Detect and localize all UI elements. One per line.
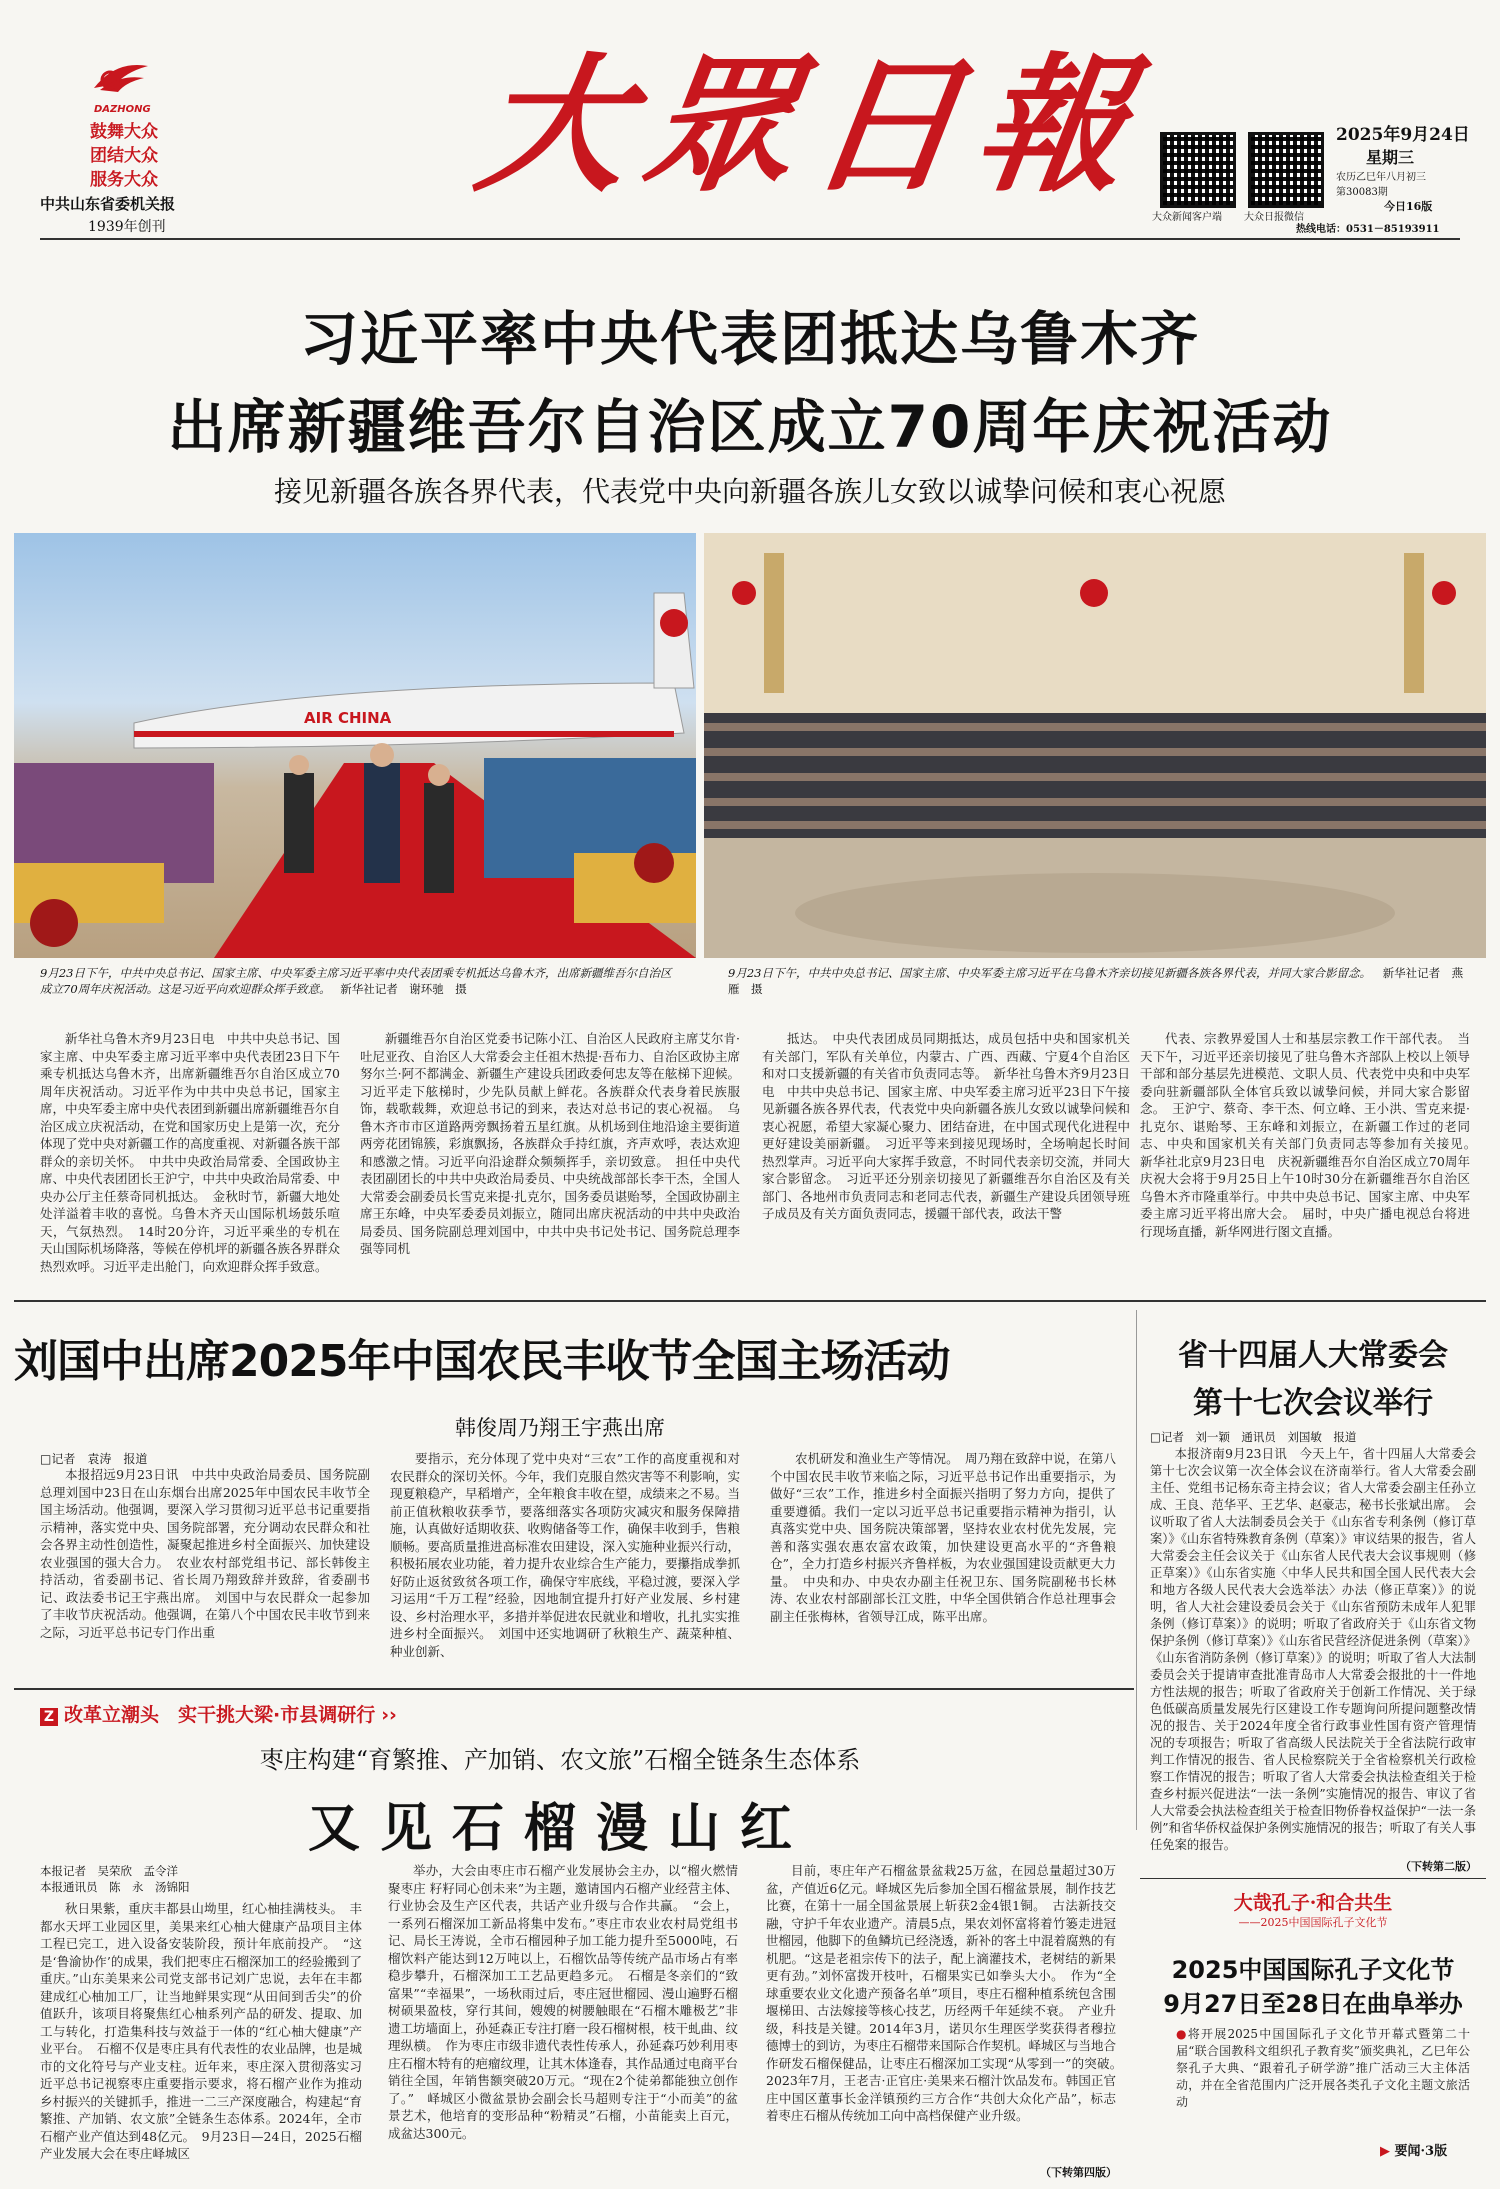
second-text: 本报招远9月23日讯 中共中央政治局委员、国务院副总理刘国中23日在山东烟台出席2025年中国农民丰收节全国主场活动。他强调，要深入学习贯彻习近平总书记重要指示精神，落实党中央、国务院部署，充分调动农民群众和社会各界主动性创造性，凝聚起推进乡村全面振兴、加快建设农业强国的强大合力。 农业农村部党组书记、部长韩俊主持活动，省委副书记、省长周乃翔致辞并致辞，省委副书记、政法委书记王宇燕出席。 刘国中与农民群众一起参加了丰收节庆祝活动。他强调，在第八个中国农民丰收节到来之际，习近平总书记专门作出重	[40, 1467, 370, 1640]
slogan: 鼓舞大众	[90, 122, 158, 142]
plane-logo-text: AIR CHINA	[304, 709, 392, 727]
second-headline: 刘国中出席2025年中国农民丰收节全国主场活动	[14, 1336, 950, 1387]
qr-code-icon	[1248, 132, 1324, 208]
issue-number: 第30083期	[1336, 187, 1388, 198]
issue-pages: 今日16版	[1384, 200, 1433, 213]
promo-text: 将开展2025中国国际孔子文化节开幕式暨第二十届“联合国教科文组织孔子教育奖”颁奖典礼，乙巳年公祭孔子大典、“跟着孔子研学游”推广活动三大主体活动，并在全省范围内广泛开展各类孔子文化主题文旅活动	[1176, 2027, 1470, 2109]
chevron-right-icon: ››	[381, 1704, 397, 1726]
issue-info	[1336, 120, 1476, 214]
lead-column-2	[360, 1030, 740, 1292]
photo-airport-arrival	[14, 533, 696, 958]
qr2-label: 大众日报微信	[1244, 212, 1304, 223]
caption-text: 9月23日下午，中共中央总书记、国家主席、中央军委主席习近平在乌鲁木齐亲切接见新疆各族各界代表，并同大家合影留念。	[728, 966, 1371, 980]
bullet-icon: ●	[1176, 2027, 1188, 2041]
qr1-label: 大众新闻客户端	[1152, 212, 1222, 223]
newspaper-title: 大眾日報	[467, 38, 1157, 212]
qr-code-icon	[1160, 132, 1236, 208]
second-byline: □记者 袁涛 报道	[40, 1452, 148, 1466]
issue-date: 2025年9月24日	[1336, 125, 1470, 145]
promo-headline-1: 2025中国国际孔子文化节	[1171, 1956, 1455, 1984]
lead-headline-2: 出席新疆维吾尔自治区成立70周年庆祝活动	[167, 393, 1333, 461]
column-tag-icon: Z	[40, 1708, 58, 1726]
lead-column-1	[40, 1030, 340, 1292]
lead-column-3	[762, 1030, 1130, 1292]
photo-credit: 新华社记者 谢环驰 摄	[340, 982, 467, 996]
npc-headline-1: 省十四届人大常委会	[1178, 1338, 1448, 1373]
arrow-right-icon: ▶	[1380, 2144, 1390, 2159]
feature-column-1	[40, 1900, 362, 2176]
promo-tag: 大哉孔子·和合共生	[1233, 1892, 1393, 1914]
feature-kicker: 枣庄构建“育繁推、产加销、农文旅”石榴全链条生态体系	[259, 1746, 861, 1774]
lead-text: 新华社乌鲁木齐9月23日电 中共中央总书记、国家主席、中央军委主席习近平率中央代表团23日下午乘专机抵达乌鲁木齐，出席新疆维吾尔自治区成立70周年庆祝活动。习近平作为中共中央总书记，国家主席，中央军委主席中央代表团到新疆出席新疆维吾尔自治区成立庆祝活动，在党和国家历史上是第一次，充分体现了党中央对新疆工作的高度重视、对新疆各族干部群众的亲切关怀。 中共中央政治局常委、全国政协主席、中央代表团团长王沪宁，中共中央政治局常委、中央办公厅主任蔡奇同机抵达。 金秋时节，新疆大地处处洋溢着丰收的喜悦。乌鲁木齐天山国际机场鼓乐喧天，气氛热烈。 14时20分许，习近平乘坐的专机在天山国际机场降落，等候在停机坪的新疆各族各界群众热烈欢呼。习近平走出舱门，向欢迎群众挥手致意。	[40, 1031, 341, 1274]
second-subhead: 韩俊周乃翔王宇燕出席	[455, 1416, 665, 1440]
lead-column-4	[1140, 1030, 1483, 1292]
second-column-3	[770, 1450, 1116, 1684]
feature-byline-2: 本报通讯员 陈 永 汤锦阳	[40, 1880, 190, 1894]
second-column-1	[40, 1466, 370, 1684]
column-tag	[40, 1700, 397, 1727]
photo-credit: 新华社记者 燕雁 摄	[728, 966, 1464, 996]
second-column-2	[390, 1450, 740, 1684]
lead-headline-1: 习近平率中央代表团抵达乌鲁木齐	[299, 305, 1200, 373]
npc-text: 本报济南9月23日讯 今天上午，省十四届人大常委会第十七次会议第一次全体会议在济南举行。省人大常委会副主任、党组书记杨东奇主持会议；省人大常委会副主任孙立成、王良、范华平、王艺华、赵豪志，秘书长张斌出席。 会议听取了省人大法制委员会关于《山东省专利条例（修订草案）》《山东省特殊教育条例（草案）》审议结果的报告，省人大常委会主任会议关于《山东省人民代表大会议事规则（修正草案）》《山东省实施〈中华人民共和国全国人民代表大会和地方各级人民代表大会选举法〉办法（修正草案）》的说明，省人大社会建设委员会关于《山东省预防未成年人犯罪条例（修订草案）》的说明；听取了省政府关于《山东省文物保护条例（修订草案）》《山东省民营经济促进条例（草案）》《山东省消防条例（修订草案）》的说明；听取了省人大法制委员会关于提请审查批准青岛市人大常委会报批的十一件地方性法规的报告；听取了省政府关于创新工作情况、关于绿色低碳高质量发展先行区建设工作专题询问所提问题整改情况的报告、关于2024年度全省行政事业性国有资产管理情况的专项报告；听取了省高级人民法院关于全省法院行政审判工作情况的报告、省人民检察院关于全省检察机关行政检察工作情况的报告；听取了省人大常委会执法检查组关于检查乡村振兴促进法“一法一条例”实施情况的报告、审议了省人大常委会执法检查组关于检查旧物侨眷权益保护“一法一条例”和省华侨权益保护条例实施情况的报告；听取了有关人事任免案的报告。	[1150, 1447, 1477, 1852]
feature-continued: （下转第四版）	[1040, 2166, 1117, 2179]
feature-column-3	[766, 1862, 1129, 2166]
npc-body	[1150, 1446, 1476, 1858]
second-text: 要指示，充分体现了党中央对“三农”工作的高度重视和对农民群众的深切关怀。今年，我们克服自然灾害等不利影响，实现夏粮稳产，早稻增产，全年粮食丰收在望，成绩来之不易。当前正值秋粮收获季节，要落细落实各项防灾减灾和服务保障措施，认真做好适期收获、收购储备等工作，确保丰收到手，售粮顺畅。要高质量推进高标准农田建设，深入实施种业振兴行动，积极拓展农业功能，着力提升农业综合生产能力，要攥指成拳抓好防止返贫致贫各项工作，确保守牢底线，平稳过渡，要深入学习运用“千万工程”经验，因地制宜提升打好产业发展、乡村建设、乡村治理水平，多措并举促进农民就业和增收，扎扎实实推进乡村全面振兴。 刘国中还实地调研了秋粮生产、蔬菜种植、种业创新、	[390, 1451, 741, 1659]
photo-caption-1	[40, 965, 680, 997]
feature-text: 秋日果紫，重庆丰都县山坳里，红心柚挂满枝头。 丰都水天坪工业园区里，美果来红心柚大健康产品项目主体工程已完工，进入设备安装阶段，预计年底前投产。 “这是‘鲁渝协作’的成果，我们把枣庄石榴深加工的经验搬到了重庆。”山东美果来公司党支部书记刘广忠说，去年在丰都建成红心柚加工厂，让当地鲜果实现“从田间到舌尖”的价值跃升，该项目将聚焦红心柚系列产品的研发、提取、加工与转化，打造集科技与效益于一体的“红心柚大健康”产业平台。 石榴不仅是枣庄具有代表性的农业品牌，也是城市的文化符号与产业支柱。近年来，枣庄深入贯彻落实习近平总书记视察枣庄重要指示要求，将石榴产业作为推动乡村振兴的关键抓手，推进一二三产深度融合，构建起“育繁推、产加销、农文旅”全链条生态体系。2024年，全市石榴产业产值达到48亿元。 9月23日—24日，2025石榴产业发展大会在枣庄峄城区	[40, 1901, 362, 2161]
photo-caption-2	[728, 965, 1468, 997]
issue-weekday: 星期三	[1366, 148, 1415, 167]
masthead-organ: 中共山东省委机关报	[40, 195, 176, 213]
feature-headline: 又见石榴漫山红	[307, 1799, 812, 1859]
feature-text: 举办，大会由枣庄市石榴产业发展协会主办，以“榴火燃情聚枣庄 籽籽同心创未来”为主题，邀请国内石榴产业经营主体、行业协会及生产区代表，共话产业升级与合作共赢。 “会上，一系列石榴深加工新品将集中发布。”枣庄市农业农村局党组书记、局长王涛说，全市石榴园种子加工能力提升至5000吨，石榴饮料产能达到12万吨以上，石榴饮品等传统产品市场占有率稳步攀升，石榴深加工工艺品更趋多元。 石榴是冬亲们的“致富果”“幸福果”，一场秋雨过后，枣庄冠世榴园、漫山遍野石榴树硕果盈枝，穿行其间，嫂嫂的树腰触眼在“石榴木雕极艺”非遗工坊墙面上，孙延森正专注打磨一段石榴树根，枝干虬曲、纹理纵横。 作为枣庄市级非遗代表性传承人，孙延森巧妙利用枣庄石榴木特有的疤瘤纹理，让其木体逢春，其作品通过电商平台销往全国，年销售额突破20万元。“现在2个徒弟都能独立创作了。” 峄城区小微盆景协会副会长马超则专注于“小而美”的盆景艺术，他培育的变形品种“粉精灵”石榴，小苗能卖上百元，成盆达300元。	[388, 1863, 739, 2141]
dazhong-logo-icon	[86, 58, 156, 106]
issue-lunar: 农历乙巳年八月初三	[1336, 172, 1426, 183]
npc-byline: □记者 刘一颖 通讯员 刘国敏 报道	[1150, 1430, 1357, 1444]
promo-tag-sub: ——2025中国国际孔子文化节	[1238, 1916, 1388, 1929]
slogan: 服务大众	[90, 170, 158, 190]
caption-text: 9月23日下午，中共中央总书记、国家主席、中央军委主席习近平率中央代表团乘专机抵达乌鲁木齐，出席新疆维吾尔自治区成立70周年庆祝活动。这是习近平向欢迎群众挥手致意。	[40, 966, 672, 996]
logo-text: DAZHONG	[94, 104, 151, 115]
hotline: 热线电话：0531－85193911	[1296, 224, 1440, 235]
feature-byline-1: 本报记者 吴荣欣 孟令洋	[40, 1864, 178, 1878]
slogan: 团结大众	[90, 146, 158, 166]
lead-subhead: 接见新疆各族各界代表，代表党中央向新疆各族儿女致以诚挚问候和衷心祝愿	[273, 475, 1226, 508]
promo-page-ref[interactable]	[1380, 2140, 1447, 2159]
lead-text: 新疆维吾尔自治区党委书记陈小江、自治区人民政府主席艾尔肯·吐尼亚孜、自治区人大常委会主任祖木热提·吾布力、自治区政协主席努尔兰·阿不都满金、新疆生产建设兵团政委何忠友等在舷梯下迎候。习近平走下舷梯时，少先队员献上鲜花。各族群众代表身着民族服饰，载歌载舞，欢迎总书记的到来，表达对总书记的衷心祝福。 乌鲁木齐市市区道路两旁飘扬着五星红旗。从机场到住地沿途主要街道两旁花团锦簇，彩旗飘扬，各族群众手持红旗，齐声欢呼，表达欢迎和感激之情。习近平向沿途群众频频挥手，亲切致意。 担任中央代表团副团长的中共中央政治局委员、中央统战部部长李干杰，全国人大常委会副委员长雪克来提·扎克尔，国务委员谌贻琴，全国政协副主席王东峰，中央军委委员刘振立，随同出席庆祝活动的中共中央政治局委员、国务院副总理刘国中，中共中央书记处书记、国务院总理李强等同机	[360, 1031, 740, 1256]
masthead-founded: 1939年创刊	[88, 219, 166, 235]
second-text: 农机研发和渔业生产等情况。 周乃翔在致辞中说，在第八个中国农民丰收节来临之际，习近平总书记作出重要指示，为做好“三农”工作，推进乡村全面振兴指明了努力方向，提供了重要遵循。我们一定以习近平总书记重要指示精神为指引，认真落实党中央、国务院决策部署，坚持农业农村优先发展，完善和落实强农惠农富农政策，加快建设更高水平的“齐鲁粮仓”，全力打造乡村振兴齐鲁样板，为农业强国建设贡献更大力量。 中央和办、中央农办副主任祝卫东、国务院副秘书长林涛、农业农村部副部长江文胜，中华全国供销合作总社理事会副主任张梅林，省领导江成，陈平出席。	[770, 1451, 1116, 1624]
column-tag-text: 改革立潮头 实干挑大梁·市县调研行	[64, 1704, 376, 1726]
photo-group-meeting	[704, 533, 1486, 958]
feature-text: 目前，枣庄年产石榴盆景盆栽25万盆，在园总量超过30万盆，产值近6亿元。峄城区先后参加全国石榴盆景展，制作技艺比赛，在第十一届全国盆景展上斩获2金4银1铜。 古法新技交融，守护千年农业遗产。清晨5点，果农刘怀富将着竹篓走进冠世榴园，他脚下的鱼鳞坑已经浇透，新补的客土中混着腐熟的有机肥。“这是老祖宗传下的法子，配上滴灌技术，老树结的新果更有劲。”刘怀富拨开枝叶，石榴果实已如拳头大小。 作为“全球重要农业文化遗产预备名单”项目，枣庄石榴种植系统包含围堰梯田、古法嫁接等核心技艺，历经两千年延续不衰。 产业升级，科技是关键。2014年3月，诺贝尔生理医学奖获得者穆拉德博士的到访，为枣庄石榴带来国际合作契机。峄城区与当地合作研发石榴保健品，让枣庄石榴深加工实现“从零到一”的突破。 2023年7月，王老吉·正官庄·美果来石榴汁饮品发布。韩国正官庄中国区董事长金洋镇预约三方合作“共创大众化产品”，标志着枣庄石榴从传统加工向中高档保健产业升级。	[766, 1863, 1129, 2123]
lead-text: 抵达。 中央代表团成员同期抵达，成员包括中央和国家机关有关部门，军队有关单位，内蒙古、广西、西藏、宁夏4个自治区和对口支援新疆的有关省市负责同志等。 新华社乌鲁木齐9月23日电 中共中央总书记、国家主席、中央军委主席习近平23日下午接见新疆各族各界代表，代表党中央向新疆各族儿女致以诚挚问候和衷心祝愿，希望大家凝心聚力、团结奋进，在中国式现代化进程中更好建设美丽新疆。 习近平等来到接见现场时，全场响起长时间热烈掌声。习近平向大家挥手致意，不时同代表亲切交流，并同大家合影留念。 习近平还分别亲切接见了新疆维吾尔自治区及有关部门、各地州市负责同志和老同志代表，新疆生产建设兵团领导班子成员及有关方面负责同志，援疆干部代表，政法干警	[762, 1031, 1130, 1221]
promo-body	[1176, 2026, 1470, 2130]
masthead-slogans	[90, 120, 158, 192]
lead-text: 代表、宗教界爱国人士和基层宗教工作干部代表。 当天下午，习近平还亲切接见了驻乌鲁木齐部队上校以上领导干部和部分基层先进模范、文职人员、代表党中央和中央军委向驻新疆部队全体官兵致以诚挚问候，并同大家合影留念。 王沪宁、蔡奇、李干杰、何立峰、王小洪、雪克来提·扎克尔、谌贻琴、王东峰和刘振立，在新疆工作过的老同志、中央和国家机关有关部门负责同志等参加有关接见。 新华社北京9月23日电 庆祝新疆维吾尔自治区成立70周年庆祝大会将于9月25日上午10时30分在新疆维吾尔自治区乌鲁木齐市隆重举行。中共中央总书记、国家主席、中央军委主席习近平将出席大会。 届时，中央广播电视总台将进行现场直播，新华网进行图文直播。	[1140, 1031, 1483, 1239]
npc-headline-2: 第十七次会议举行	[1193, 1386, 1433, 1421]
promo-headline-2: 9月27日至28日在曲阜举办	[1163, 1990, 1463, 2018]
page-ref-label: 要闻·3版	[1394, 2144, 1448, 2159]
feature-column-2	[388, 1862, 738, 2176]
npc-continued: （下转第二版）	[1400, 1860, 1477, 1873]
